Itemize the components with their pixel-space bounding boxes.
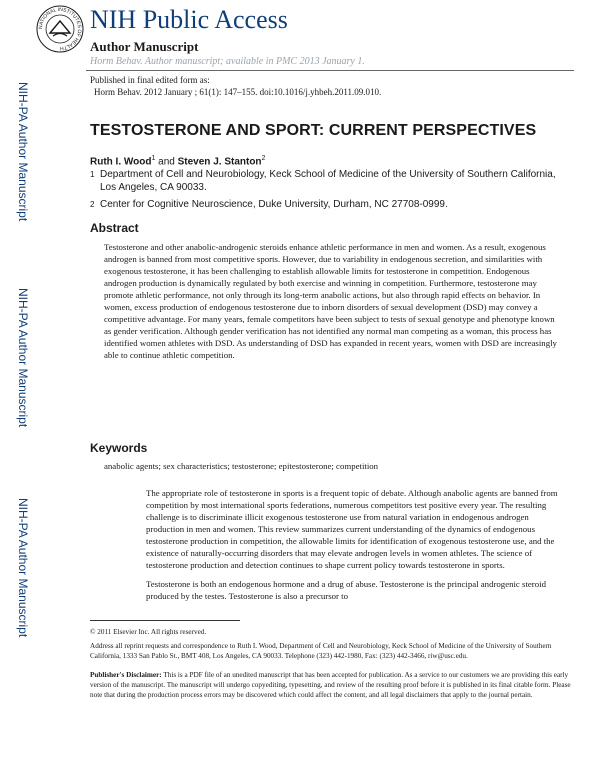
affiliation-1-number: 1 xyxy=(90,170,95,179)
sidebar-label-middle: NIH-PA Author Manuscript xyxy=(16,288,30,428)
publication-citation: Horm Behav. 2012 January ; 61(1): 147–155. doi:10.1016/j.yhbeh.2011.09.010. xyxy=(94,87,382,97)
footnote-disclaimer xyxy=(90,670,574,700)
abstract-text: Testosterone and other anabolic-androgenic steroids enhance athletic performance in men and women. As a result, exogenous androgen is banned from most competitive sports. However, due to variability in endogenous secretion, and similarities with exogenous testosterone, it has been challenging to establish allowable limits for testosterone in competition. Endogenous androgen production is dynamically regulated by both exercise and winning in competition. Furthermore, testosterone may promote athletic performance, not only through its long-term anabolic actions, but also through rapid effects on behavior. In women, excess production of endogenous testosterone due to inborn disorders of sexual development (DSD) may convey a competitive advantage. For many years, female competitors have been subject to tests of sexual genotype and phenotype known as gender verification. Although gender verification has not identified any normal man competing as a woman, this process has identified women athletes with DSD. As understanding of DSD has expanded in recent years, women with DSD are increasingly able to continue athletic competition. xyxy=(104,242,557,360)
header-subtitle: Author Manuscript xyxy=(90,39,199,54)
nih-logo-icon xyxy=(36,5,84,53)
affiliation-1-text: Department of Cell and Neurobiology, Keck School of Medicine of the University of Southern California, Los Angeles, CA 90033. xyxy=(100,169,556,193)
footnote-correspondence: Address all reprint requests and correspondence to Ruth I. Wood, Department of Cell and Neurobiology, Keck School of Medicine of the University of Southern California, 1333 San Pablo St., BMT 408, Los Angeles, CA 90033. Telephone (323) 442-1980, Fax: (323) 442-3466, riw@usc.edu. xyxy=(90,642,552,660)
abstract-heading: Abstract xyxy=(90,221,139,235)
keywords-heading: Keywords xyxy=(90,441,148,455)
author-2: Steven J. Stanton xyxy=(177,156,262,168)
body-paragraph-1: The appropriate role of testosterone in sports is a frequent topic of debate. Although anabolic agents are banned from competition by most international sports federations, numerous competitors test positive every year. The resulting challenge is to discriminate illicit exogenous testosterone use from natural variation in endogenous androgen production in men and women. This review summarizes current understanding of the dynamics of endogenous testosterone production in competition, the allowable limits for identification of exogenous testosterone use, and the existence of naturally-occurring disorders that may elevate androgen levels in women athletes. The science of testosterone production and detection continues to shape current policy towards testosterone in sports. xyxy=(146,488,558,570)
sidebar-label-bottom: NIH-PA Author Manuscript xyxy=(16,498,30,638)
affiliation-2 xyxy=(90,198,578,211)
footnote-copyright: © 2011 Elsevier Inc. All rights reserved. xyxy=(90,628,207,636)
keywords-text: anabolic agents; sex characteristics; testosterone; epitestosterone; competition xyxy=(104,461,379,471)
disclaimer-text: This is a PDF file of an unedited manuscript that has been accepted for publication. As a service to our customers we are providing this early version of the manuscript. The manuscript will undergo copyediting, typesetting, and review of the resulting proof before it is published in its final citable form. Please note that during the production process errors may be discovered which could affect the content, and all legal disclaimers that apply to the journal pertain. xyxy=(90,671,571,699)
header-divider xyxy=(86,70,574,71)
disclaimer-label: Publisher's Disclaimer: xyxy=(90,671,162,679)
article-title: TESTOSTERONE AND SPORT: CURRENT PERSPECTIVES xyxy=(90,122,537,139)
author-1-sup: 1 xyxy=(151,155,156,162)
body-paragraph-2: Testosterone is both an endogenous hormone and a drug of abuse. Testosterone is the principal androgenic steroid produced by the testes. Testosterone is also a precursor to xyxy=(146,579,546,601)
svg-text:NATIONAL INSTITUTES OF HEALTH xyxy=(38,7,82,51)
publication-info xyxy=(90,74,381,98)
sidebar-label-top: NIH-PA Author Manuscript xyxy=(16,82,30,222)
author-conjunction: and xyxy=(155,156,178,168)
author-list xyxy=(90,155,265,167)
footnote-divider xyxy=(90,620,240,621)
affiliation-1 xyxy=(90,168,578,194)
author-2-sup: 2 xyxy=(261,155,266,162)
affiliation-2-number: 2 xyxy=(90,200,95,209)
affiliation-2-text: Center for Cognitive Neuroscience, Duke University, Durham, NC 27708-0999. xyxy=(100,199,448,210)
logo-ring-text: NATIONAL INSTITUTES OF HEALTH xyxy=(37,6,83,52)
publication-line: Published in final edited form as: xyxy=(90,75,210,85)
author-1: Ruth I. Wood xyxy=(90,156,152,168)
header-title: NIH Public Access xyxy=(90,5,288,34)
header-availability-note: Horm Behav. Author manuscript; available in PMC 2013 January 1. xyxy=(90,56,365,67)
